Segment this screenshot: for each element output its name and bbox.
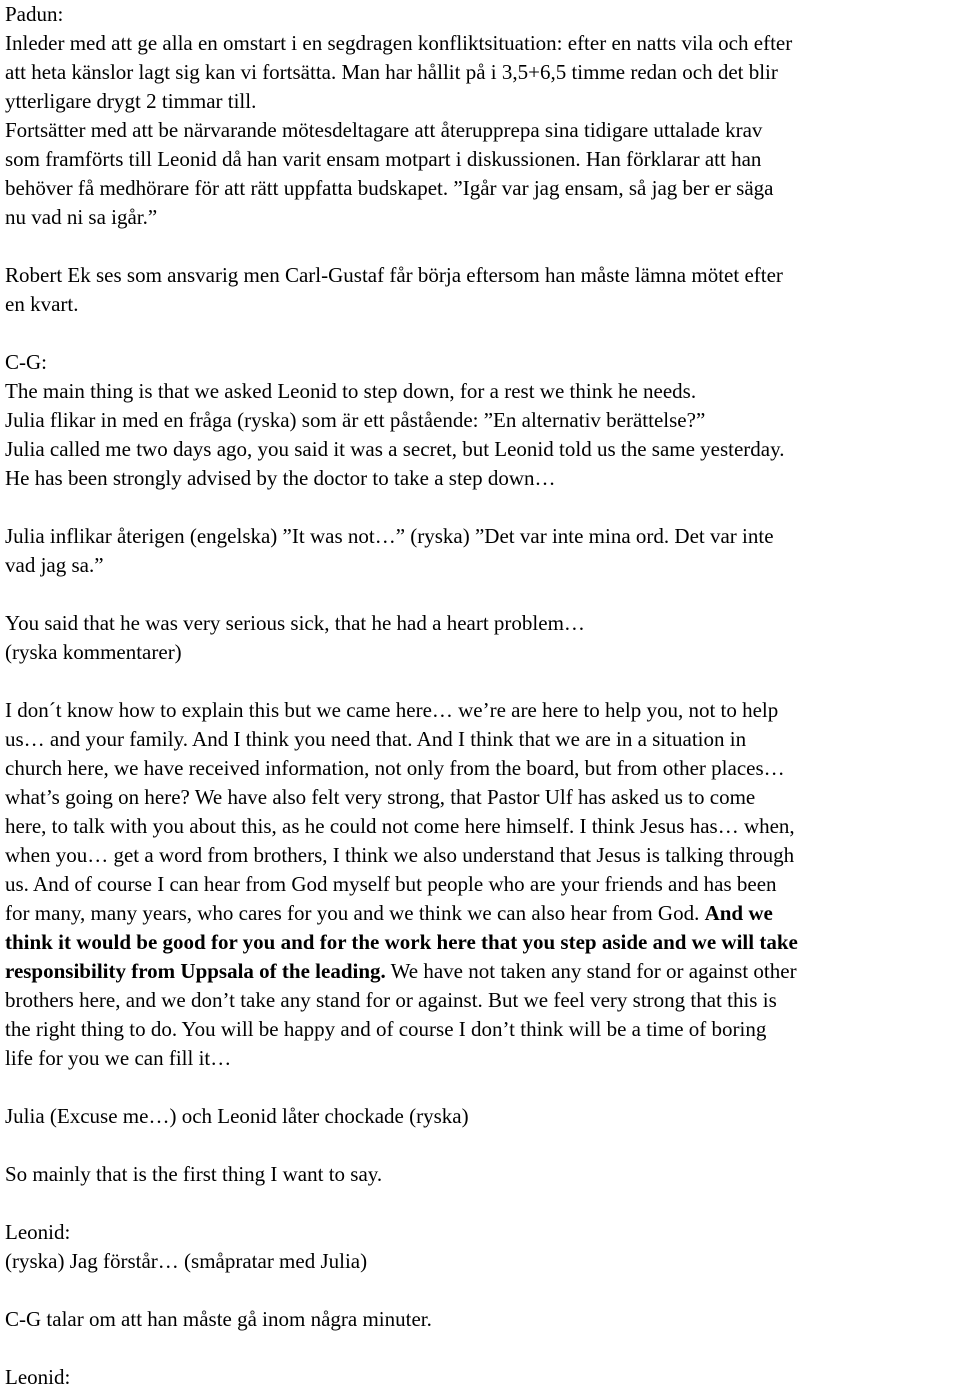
text-line: life for you we can fill it… [5, 1046, 232, 1070]
text-line: en kvart. [5, 292, 79, 316]
text-line: ytterligare drygt 2 timmar till. [5, 89, 257, 113]
text-line: (ryska kommentarer) [5, 640, 182, 664]
text-line: The main thing is that we asked Leonid to step down, for a rest we think he needs. [5, 379, 697, 403]
bold-segment: And we [704, 901, 773, 925]
text-line: when you… get a word from brothers, I think we also understand that Jesus is talking through [5, 843, 795, 867]
speaker-padun: Padun: [5, 2, 64, 26]
text-line: vad jag sa.” [5, 553, 104, 577]
bold-line: think it would be good for you and for the work here that you step aside and we will take [5, 930, 798, 954]
text-line: us… and your family. And I think you need that. And I think that we are in a situation in [5, 727, 747, 751]
text-line: brothers here, and we don’t take any stand for or against. But we feel very strong that this is [5, 988, 777, 1012]
text-line: att heta känslor lagt sig kan vi fortsätta. Man har hållit på i 3,5+6,5 timme redan och det blir [5, 60, 778, 84]
text-line: I don´t know how to explain this but we came here… we’re are here to help you, not to help [5, 698, 779, 722]
text-line: C-G talar om att han måste gå inom några minuter. [5, 1307, 432, 1331]
text-line: (ryska) Jag förstår… (småpratar med Julia) [5, 1249, 368, 1273]
text-line: Robert Ek ses som ansvarig men Carl-Gustaf får börja eftersom han måste lämna mötet efter [5, 263, 783, 287]
text-line: som framförts till Leonid då han varit ensam motpart i diskussionen. Han förklarar att han [5, 147, 762, 171]
speaker-leonid: Leonid: [5, 1220, 71, 1244]
text-line: Inleder med att ge alla en omstart i en segdragen konfliktsituation: efter en natts vila och efter [5, 31, 793, 55]
text-line: Julia inflikar återigen (engelska) ”It was not…” (ryska) ”Det var inte mina ord. Det var inte [5, 524, 774, 548]
text-line: He has been strongly advised by the doctor to take a step down… [5, 466, 556, 490]
text-line: here, to talk with you about this, as he could not come here himself. I think Jesus has… when, [5, 814, 795, 838]
text-line: behöver få medhörare för att rätt uppfatta budskapet. ”Igår var jag ensam, så jag ber er säga [5, 176, 774, 200]
text-line: the right thing to do. You will be happy and of course I don’t think will be a time of boring [5, 1017, 767, 1041]
text-line: You said that he was very serious sick, that he had a heart problem… [5, 611, 585, 635]
text-line: what’s going on here? We have also felt very strong, that Pastor Ulf has asked us to come [5, 785, 756, 809]
text-line: So mainly that is the first thing I want to say. [5, 1162, 383, 1186]
speaker-cg: C-G: [5, 350, 47, 374]
text-line: church here, we have received information, not only from the board, but from other places… [5, 756, 785, 780]
text-segment: for many, many years, who cares for you and we think we can also hear from God. [5, 901, 705, 925]
text-line: Julia called me two days ago, you said it was a secret, but Leonid told us the same yesterday. [5, 437, 785, 461]
text-line: us. And of course I can hear from God myself but people who are your friends and has been [5, 872, 777, 896]
text-line [5, 899, 958, 928]
speaker-leonid: Leonid: [5, 1365, 71, 1389]
bold-segment: responsibility from Uppsala of the leading. [5, 959, 386, 983]
text-line: Julia flikar in med en fråga (ryska) som är ett påstående: ”En alternativ berättelse?” [5, 408, 706, 432]
text-line: nu vad ni sa igår.” [5, 205, 158, 229]
text-line [5, 957, 958, 986]
text-line: Fortsätter med att be närvarande mötesdeltagare att återupprepa sina tidigare uttalade krav [5, 118, 763, 142]
text-segment: We have not taken any stand for or against other [385, 959, 797, 983]
text-line: Julia (Excuse me…) och Leonid låter chockade (ryska) [5, 1104, 469, 1128]
